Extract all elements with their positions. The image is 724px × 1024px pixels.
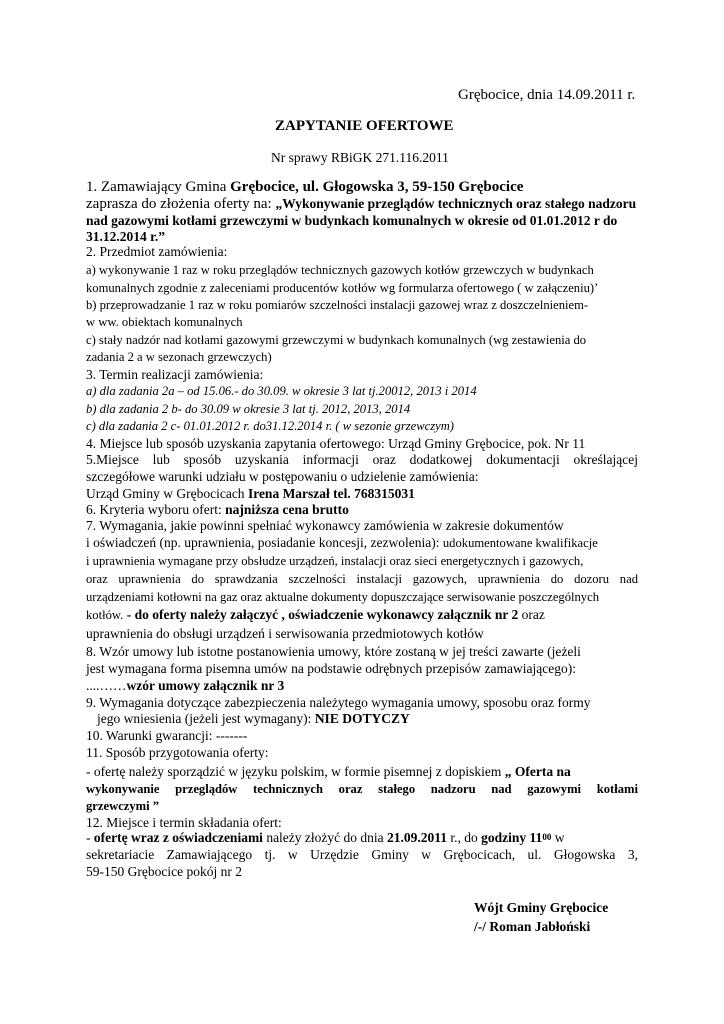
section-10: 10. Warunki gwarancji: ------- — [86, 728, 248, 743]
section-6-prefix: 6. Kryteria wyboru ofert: — [86, 502, 226, 517]
section-12-date: 21.09.2011 — [387, 830, 448, 845]
section-7-prefix: i oświadczeń (np. uprawnienia, posiadanie koncesji, zezwolenia): — [86, 535, 443, 550]
section-1-line-4: 31.12.2014 r.” — [86, 229, 166, 244]
section-2-a-line-2: komunalnych zgodnie z zaleceniami producentów kotłów wg formularza ofertowego ( w załączeniu)’ — [86, 281, 599, 295]
section-12-hour — [481, 830, 551, 845]
section-12-dash: - — [86, 830, 94, 845]
section-7-qualifications: udokumentowane kwalifikacje — [442, 536, 598, 550]
section-11-label-start: „ Oferta na — [504, 764, 571, 779]
section-7-line-2 — [86, 535, 598, 551]
section-7-line-3: i uprawnienia wymagane przy obsłudze urządzeń, instalacji oraz sieci energetycznych i gazowych, — [86, 554, 584, 568]
section-12-until: r., do — [447, 830, 482, 845]
section-4: 4. Miejsce lub sposób uzyskania zapytania ofertowego: Urząd Gminy Grębocice, pok. Nr 11 — [86, 436, 586, 451]
section-6-criterion: najniższa cena brutto — [225, 502, 349, 517]
section-2-b-line-2: w ww. obiektach komunalnych — [86, 315, 243, 329]
section-2-c-line-1: c) stały nadzór nad kotłami gazowymi grzewczymi w budynkach komunalnych (wg zestawienia do — [86, 333, 587, 347]
section-2-a-line-1: a) wykonywanie 1 raz w roku przeglądów technicznych gazowych kotłów grzewczych w budynkach — [86, 263, 594, 277]
section-8-line-2: jest wymagana forma pisemna umów na podstawie odrębnych przepisów zamawiającego): — [86, 661, 576, 676]
section-12-hour-text: godziny 11 — [481, 830, 543, 845]
section-5-line-3 — [86, 486, 415, 502]
section-7-attachment-2: - do oferty należy załączyć , oświadczenie wykonawcy załącznik nr 2 — [123, 607, 519, 622]
section-3-heading: 3. Termin realizacji zamówienia: — [86, 367, 264, 382]
section-8-line-1: 8. Wzór umowy lub istotne postanowienia umowy, które zostaną w jej treści zawarte (jeżeli — [86, 644, 581, 659]
section-9-prefix: jego wniesienia (jeżeli jest wymagany): — [97, 711, 315, 726]
section-5-line-2: szczegółowe warunki udziału w postępowaniu o udzielenie zamówienia: — [86, 469, 479, 484]
section-11-line-2: wykonywanie przeglądów technicznych oraz stałego nadzoru nad gazowymi kotłami — [86, 782, 638, 796]
section-12-in: w — [551, 830, 565, 845]
section-11-heading: 11. Sposób przygotowania oferty: — [86, 745, 269, 760]
section-1-line-1 — [86, 179, 523, 196]
section-3-a: a) dla zadania 2a – od 15.06.- do 30.09. w okresie 3 lat tj.20012, 2013 i 2014 — [86, 384, 477, 398]
section-7-line-7: uprawnienia do obsługi urządzeń i serwisowania przedmiotowych kotłów — [86, 626, 484, 641]
section-7-and: oraz — [518, 607, 545, 622]
section-5-contact: Irena Marszał tel. 768315031 — [247, 486, 415, 501]
section-9-line-2 — [97, 711, 410, 727]
section-11-line-3: grzewczymi ” — [86, 799, 160, 813]
document-title: ZAPYTANIE OFERTOWE — [275, 118, 454, 134]
section-6 — [86, 502, 349, 518]
section-3-c: c) dla zadania 2 c- 01.01.2012 r. do31.12.2014 r. ( w sezonie grzewczym) — [86, 419, 454, 433]
section-12-offer: ofertę wraz z oświadczeniami — [93, 830, 263, 845]
case-number: Nr sprawy RBiGK 271.116.2011 — [271, 150, 449, 165]
section-1-invite: zaprasza do złożenia oferty na: — [86, 196, 276, 212]
section-1-prefix: 1. Zamawiający Gmina — [86, 179, 231, 195]
section-3-b: b) dla zadania 2 b- do 30.09 w okresie 3 lat tj. 2012, 2013, 2014 — [86, 402, 411, 416]
section-1-line-3: nad gazowymi kotłami grzewczymi w budynkach komunalnych w okresie od 01.01.2012 r do — [86, 213, 618, 228]
section-9-not-applicable: NIE DOTYCZY — [314, 711, 410, 726]
section-5-office: Urząd Gminy w Grębocicach — [86, 486, 248, 501]
section-11-line-1 — [86, 764, 571, 780]
section-12-line-3: 59-150 Grębocice pokój nr 2 — [86, 864, 242, 879]
section-2-b-line-1: b) przeprowadzanie 1 raz w roku pomiarów szczelności instalacji gazowej wraz z doszczelnieniem- — [86, 298, 589, 312]
section-1-address: Grębocice, ul. Głogowska 3, 59-150 Grębocice — [230, 179, 524, 195]
signature-name: /-/ Roman Jabłoński — [474, 919, 591, 934]
section-7-line-1: 7. Wymagania, jakie powinni spełniać wykonawcy zamówienia w zakresie dokumentów — [86, 518, 564, 533]
section-9-line-1: 9. Wymagania dotyczące zabezpieczenia należytego wymagania umowy, sposobu oraz formy — [86, 695, 591, 710]
section-7-line-6 — [86, 607, 545, 623]
section-12-hour-minutes: 00 — [542, 832, 552, 842]
section-8-line-3 — [86, 678, 284, 694]
signature-title: Wójt Gminy Grębocice — [474, 900, 609, 915]
section-1-subject: „Wykonywanie przeglądów technicznych oraz stałego nadzoru — [275, 196, 637, 211]
section-5-line-1: 5.Miejsce lub sposób uzyskania informacji oraz dodatkowej dokumentacji określającej — [86, 452, 638, 467]
section-7-boilers: kotłów. — [86, 608, 124, 622]
section-8-dots: ....…… — [86, 678, 127, 693]
section-11-instruction: - ofertę należy sporządzić w języku polskim, w formie pisemnej z dopiskiem — [86, 764, 505, 779]
section-12-line-1 — [86, 830, 564, 846]
section-2-c-line-2: zadania 2 a w sezonach grzewczych) — [86, 350, 272, 364]
place-date: Grębocice, dnia 14.09.2011 r. — [458, 87, 636, 103]
section-8-attachment-3: wzór umowy załącznik nr 3 — [126, 678, 285, 693]
section-12-heading: 12. Miejsce i termin składania ofert: — [86, 815, 282, 830]
section-7-line-5: urządzeniami kotłowni na gaz oraz aktualne dokumenty dopuszczające serwisowanie poszczególnych — [86, 590, 599, 604]
section-12-line-2: sekretariacie Zamawiającego tj. w Urzędzie Gminy w Grębocicach, ul. Głogowska 3, — [86, 847, 638, 862]
section-2-heading: 2. Przedmiot zamówienia: — [86, 244, 228, 259]
section-1-line-2 — [86, 196, 636, 213]
section-12-deadline-text: należy złożyć do dnia — [262, 830, 388, 845]
section-7-line-4: oraz uprawnienia do sprawdzania szczelności instalacji gazowych, uprawnienia do dozoru nad — [86, 572, 638, 586]
